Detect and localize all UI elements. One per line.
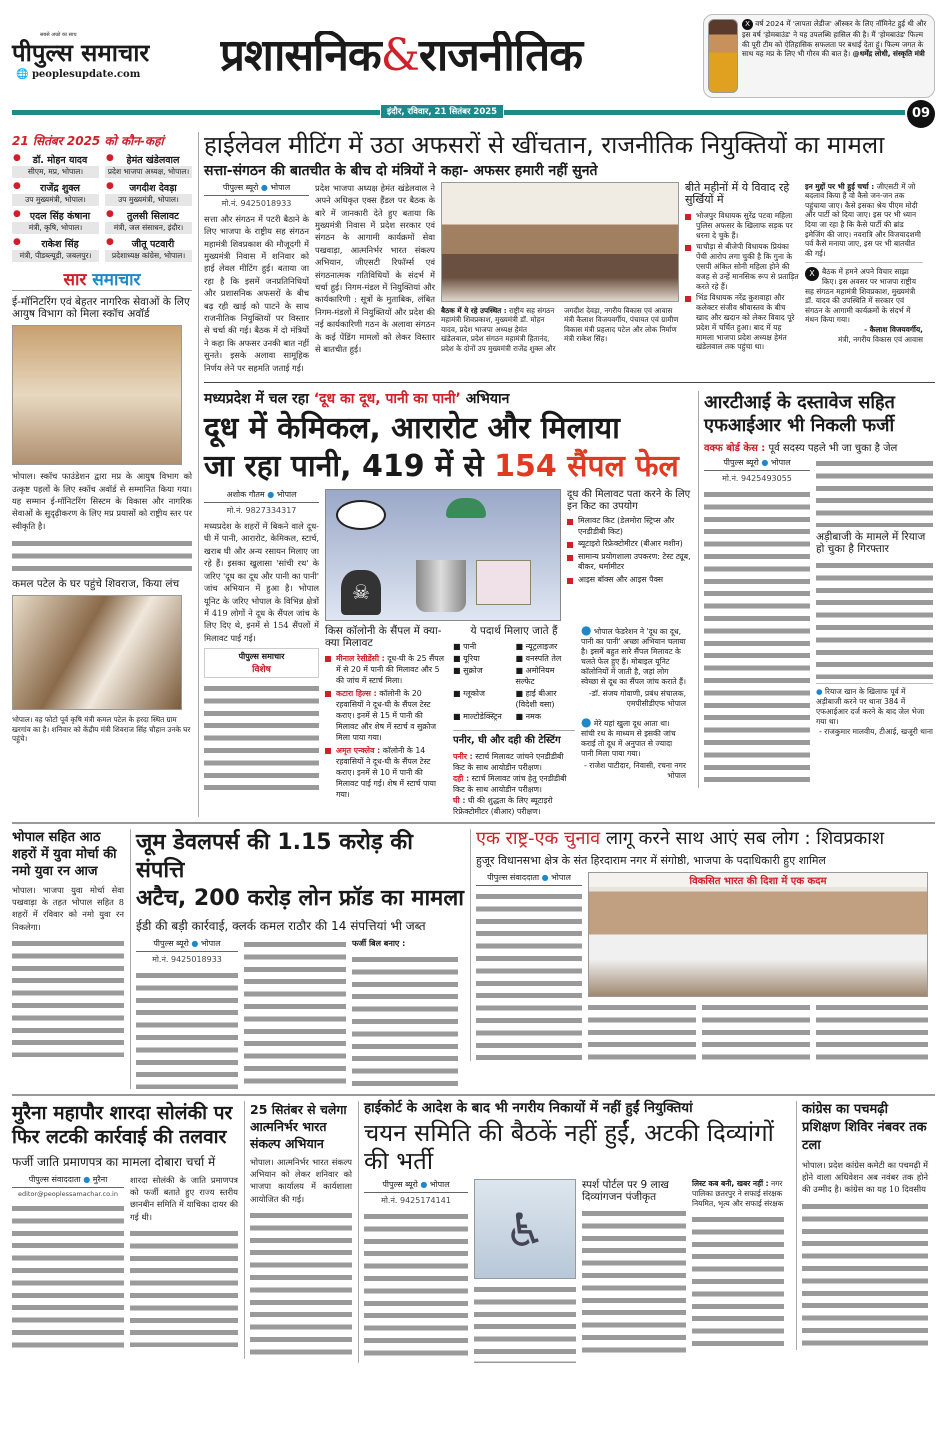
milk-story — [204, 391, 692, 817]
map-pin-icon: ● — [13, 181, 21, 191]
yuva-body: भोपाल। भाजपा युवा मोर्चा सेवा पखवाड़ा के तहत भोपाल सहित 8 शहरों में रविवार को नमो युवा रन निकलेगा। — [12, 884, 124, 932]
colony-title: किस कॉलोनी के सैंपल में क्या-क्या मिलावट — [325, 625, 442, 650]
substance-item: ■ पानी — [453, 642, 477, 652]
abhiyan-story — [244, 1101, 352, 1360]
substance-item: ■ यूरिया — [453, 654, 480, 664]
rti-col1-wrap — [704, 457, 810, 788]
morena-headline: मुरैना महापौर शारदा सोलंकी पर फिर लटकी कार्रवाई की तलवार — [12, 1101, 233, 1148]
rti-headline: आरटीआई के दस्तावेज सहित एफआईआर भी निकली फर्जी — [704, 391, 895, 436]
byline-name: पीपुल्स ब्यूरो — [153, 938, 189, 948]
rti-col2b — [816, 559, 933, 679]
byline-mobile: मो.नं. 9425018933 — [152, 954, 222, 964]
substance-text: सुक्रोज — [463, 666, 483, 676]
byline-place: भोपाल — [276, 490, 297, 500]
person-name-text: राकेश सिंह — [41, 239, 79, 250]
kit-item: मिलावट किट (डेलमोरा स्ट्रिप्स और एनडीडीबी किट) — [567, 516, 692, 537]
byline-name: अशोक गौतम — [226, 490, 265, 500]
band-b — [12, 829, 935, 1089]
rti-byline: पीपुल्स ब्यूरो ● भोपाल मो.नं. 9425493055 — [704, 457, 810, 484]
yuva-headline: भोपाल सहित आठ शहरों में युवा मोर्चा की नमो युवा रन आज — [12, 829, 117, 879]
masthead — [12, 0, 935, 98]
congress-body-more — [802, 1200, 928, 1350]
substance-item: ■ अमोनियम सल्फेट — [515, 666, 555, 687]
person-name-text: तुलसी सिलावट — [127, 211, 179, 222]
x-icon: X — [742, 19, 753, 30]
substance-item: ■ न्यूट्रलाइजर — [515, 642, 558, 652]
morena-body-text: शारदा सोलंकी के जाति प्रमाणपत्र को फर्जी बताते हुए राज्य स्तरीय छानबीन समिति में याचिका दायर की गई थी। — [130, 1174, 238, 1222]
zoom-col3-wrap — [352, 938, 458, 1088]
rti-col1 — [704, 488, 810, 788]
globe-icon: 🌐 — [16, 69, 29, 81]
rti-body — [704, 457, 934, 788]
substance-text: ग्लूकोज — [463, 689, 485, 699]
lead-col2: प्रदेश भाजपा अध्यक्ष हेमंत खंडेलवाल ने अपने अधिकृत एक्स हैंडल पर बैठक के बारे में जानकारी देते हुए बताया कि मुख्यमंत्री निवास में प्रदेश सरकार एवं संगठन के आगामी कार्यक्रमों सेवा पखवाड़ा, आत्मनिर्भर भारत संकल्प अभियान, जीएसटी रिफॉर्म्स एवं संगठनात्मक गतिविधियों के संदर्भ में चर्चा हुई। निगम-मंडल में नियुक्तियां और कार्यकारिणी : सूत्रों के मुताबिक, लंबित निगम-मंडलों में नियुक्तियों और प्रदेश की नई कार्यकारिणी गठन के अलावा संगठन के कई पेंडिंग मामलों को लेकर विस्तार से बातचीत हुई। — [315, 182, 435, 354]
milk-quote-1 — [581, 625, 686, 709]
nation-photo-wrap — [588, 872, 928, 1061]
quote-mark-icon: ● — [581, 623, 592, 638]
byline-name: पीपुल्स ब्यूरो — [222, 182, 259, 192]
lead-headline: हाईलेवल मीटिंग में उठा अफसरों से खींचतान, राजनीतिक नियुक्तियों का मामला — [204, 131, 885, 159]
person-name-text: एदल सिंह कंषाना — [29, 211, 91, 222]
byline-mobile: मो.नं. 9425018933 — [221, 198, 292, 208]
logo-tagline: सबसे अच्छे का साथ — [40, 31, 77, 38]
testing-text: घी की शुद्धता के लिए ब्यूटाइरो रिफ्रेक्टोमीटर (बीआर) परीक्षण। — [453, 795, 553, 816]
person-role: सीएम, मप्र, भोपाल। — [12, 166, 99, 178]
person-name-text: जीतू पटवारी — [131, 239, 175, 250]
testing-name: घी : — [453, 795, 466, 805]
quote-mark-icon: ● — [581, 715, 592, 730]
zoom-col3 — [352, 953, 458, 1088]
header-rule-bar — [12, 100, 935, 128]
colony-text: कॉलोनी के 14 रहवासियों ने दूध-घी के सैंपल टेस्ट कराए। इनमें से 10 में पानी की मिलावट पाई गई। शेष में स्टार्च पाया गया। — [336, 746, 436, 800]
kit-title: दूध की मिलावट पता करने के लिए इन किट का उपयोग — [567, 489, 691, 512]
person-name — [12, 209, 99, 222]
nation-byline: पीपुल्स संवाददाता ● भोपाल — [476, 872, 582, 886]
wheelchair-illustration — [474, 1179, 576, 1279]
x-author: - कैलाश विजयवर्गीय, — [864, 325, 923, 334]
milk-right — [325, 489, 692, 817]
milk-headline-2a: जा रहा पानी, 419 में से — [204, 449, 484, 485]
zoom-lead: फर्जी बिल बनाए : — [352, 938, 406, 948]
x-author-role: मंत्री, नगरीय विकास एवं आवास — [837, 334, 923, 344]
rti-col2 — [816, 457, 933, 737]
person-name — [12, 237, 99, 250]
substance-item: ■ वनस्पति तेल — [515, 654, 562, 664]
morena-story — [12, 1101, 238, 1352]
seminar-photo — [588, 872, 928, 997]
lead-byline: पीपुल्स ब्यूरो ● भोपाल मो.नं. 9425018933 — [204, 182, 309, 209]
rti-box — [816, 683, 933, 737]
meeting-photo — [441, 182, 679, 302]
disputes-box — [685, 182, 799, 354]
person-name — [12, 153, 99, 166]
zoom-col1 — [136, 969, 238, 1089]
divyang-headline: चयन समिति की बैठकें नहीं हुईं, अटकी दिव्यांगों की भर्ती — [364, 1119, 774, 1175]
who-where — [12, 132, 192, 262]
colony-item — [325, 745, 447, 800]
person-entry — [105, 209, 192, 234]
byline-place: भोपाल — [270, 182, 291, 192]
section-title-amp: & — [380, 30, 419, 81]
rti-col2a — [816, 457, 933, 527]
rti-box-author: - राजकुमार मालवीय, टीआई, खजूरी थाना — [819, 727, 933, 737]
kit-item: सामान्य प्रयोगशाला उपकरण: टेस्ट ट्यूब, बीकर, थर्मामीटर — [567, 552, 692, 573]
right-area — [198, 132, 935, 817]
disputes-title: बीते महीनों में ये विवाद रहे सुर्खियों में — [685, 180, 790, 207]
lead-photo-wrap — [441, 182, 679, 354]
byline-place: भोपाल — [429, 1180, 450, 1190]
bucket-icon — [416, 560, 466, 612]
nation-story — [470, 829, 929, 1062]
congress-headline: कांग्रेस का पचमढ़ी प्रशिक्षण शिविर नंबवर तक टला — [802, 1101, 927, 1153]
saar-title-b: समाचार — [92, 270, 141, 290]
congress-story — [796, 1101, 928, 1350]
milk-kicker-b: अभियान — [465, 390, 510, 407]
kit-item: आइस बॉक्स और आइस पैक्स — [567, 575, 692, 586]
substances-title: ये पदार्थ मिलाए जाते हैं — [470, 625, 558, 638]
section-title-a: प्रशासनिक — [220, 30, 381, 81]
issues — [805, 182, 923, 259]
colony-text: कॉलोनी के 20 रहवासियों ने दूध-घी के सैंपल टेस्ट कराए। इनमें से 15 में पानी की मिलावट और शेष में स्टार्च व सुक्रोज मिला पाया गया। — [336, 689, 437, 743]
dispute-item: चाचौड़ा से बीजेपी विधायक प्रियंका पेंची आरोप लगा चुकी है कि गुना के एसपी अंकित सोनी महिला होने की वजह से उन्हें मानसिक रूप से प्रताड़ित करते रहे हैं। — [685, 242, 799, 291]
morena-col2-more — [130, 1227, 238, 1347]
milk-body-row — [204, 489, 692, 817]
testing-text: स्टार्च मिलावट जांच हेतु एनडीडीबी किट के साथ आयोडीन परीक्षण। — [453, 773, 567, 794]
byline-name: पीपुल्स ब्यूरो — [382, 1180, 418, 1190]
colony-name: मीनाल रेसीडेंसी : — [336, 654, 385, 664]
substances-box — [453, 625, 575, 817]
person-entry — [12, 153, 99, 178]
nation-col1 — [476, 890, 582, 1060]
divyang-side-title: स्पर्श पोर्टल पर 9 लाख दिव्यांगजन पंजीकृत — [582, 1179, 669, 1204]
person-role: मंत्री, पीडब्ल्यूडी, जबलपुर। — [12, 250, 99, 262]
byline-name: पीपुल्स संवाददाता — [28, 1174, 81, 1184]
testing-title: पनीर, घी और दही की टेस्टिंग — [453, 730, 575, 747]
rti-subhead — [704, 440, 934, 454]
lead-body — [204, 182, 935, 374]
issues-text: जीएसटी में जो बदलाव किया है वो कैसे जन-जन तक पहुंचाया जाए। कैसे इसका श्रेय पीएम मोदी और पार्टी को दिया जाए। इस पर भी ध्यान दिया जा रहा है कि कैसे पार्टी की ब्रांड इमेजिंग की जाए। नवरात्रि और विजयादशमी पर्व कैसे मनाया जाए, इस पर भी बातचीत की गई। — [805, 181, 921, 258]
website-text: peoplesupdate.com — [31, 69, 141, 81]
divyang-col1 — [364, 1210, 468, 1360]
zoom-byline: पीपुल्स ब्यूरो ● भोपाल मो.नं. 9425018933 — [136, 938, 238, 965]
zoom-body — [136, 938, 464, 1089]
person-name-text: हेमंत खंडेलवाल — [126, 155, 180, 166]
saar-story2-headline: कमल पटेल के घर पहुंचे शिवराज, किया लंच — [12, 578, 180, 591]
quote-box — [703, 14, 935, 98]
colony-item — [325, 688, 447, 743]
byline-name: पीपुल्स संवाददाता — [487, 873, 540, 883]
map-pin-icon: ● — [106, 181, 114, 191]
seminar-banner: विकसित भारत की दिशा में एक कदम — [589, 873, 927, 887]
morena-col2 — [130, 1174, 238, 1348]
caption-lead: बैठक में ये रहे उपस्थित : — [441, 305, 507, 315]
colony-name: कटारा हिल्स : — [336, 689, 377, 699]
logo — [12, 32, 210, 81]
person-name — [105, 181, 192, 194]
person-name-text: जगदीश देवड़ा — [129, 183, 177, 194]
milk-headline — [204, 410, 692, 486]
person-role: प्रदेशाध्यक्ष कांग्रेस, भोपाल। — [105, 250, 192, 262]
substance-text: अमोनियम सल्फेट — [515, 666, 555, 687]
substance-text: हाई बीआर (विदेशी वसा) — [515, 689, 557, 710]
person-name — [105, 209, 192, 222]
map-pin-icon: ● — [106, 209, 114, 219]
milk-quote-2 — [581, 717, 686, 781]
divyang-kicker: हाईकोर्ट के आदेश के बाद भी नगरीय निकायों में नहीं हुईं नियुक्तियां — [364, 1099, 693, 1116]
person-role: उप मुख्यमंत्री, भोपाल। — [12, 194, 99, 206]
band-c — [12, 1101, 935, 1364]
quote1-author: -डॉ. संजय गोवाणी, प्रबंध संचालक, एमपीसीडीएफ भोपाल — [589, 689, 686, 709]
person-entry — [105, 237, 192, 262]
quote-author: @धर्मेंद्र लोधी, संस्कृति मंत्री — [852, 49, 925, 58]
nation-col1-wrap — [476, 872, 582, 1060]
saar-body-more — [12, 537, 192, 573]
dispute-item: भिंड विधायक नरेंद्र कुशवाहा और कलेक्टर संजीव श्रीवास्तव के बीच खाद और खदान को लेकर विवाद पूरे प्रदेश में चर्चित हुआ। बाद में यह मामला भाजपा प्रदेश अध्यक्ष हेमंत खंडेलवाल तक पहुंचा था। — [685, 293, 799, 352]
divyang-byline: पीपुल्स ब्यूरो ● भोपाल मो.नं. 9425174141 — [364, 1179, 468, 1206]
substance-text: माल्टोडेक्स्ट्रिन — [463, 712, 502, 722]
byline-mobile: मो.नं. 9425174141 — [381, 1196, 451, 1206]
x-quote-text: बैठक में हमने अपने विचार साझा किए। इस अवसर पर भाजपा राष्ट्रीय सह संगठन महामंत्री शिवप्रकाश, मुख्यमंत्री डॉ. यादव की उपस्थिति में सरकार एवं संगठन के आगामी कार्यक्रमों के संदर्भ में मंथन किया गया। — [805, 267, 917, 325]
byline-email: editor@peoplessamachar.co.in — [18, 1189, 118, 1198]
lead-subhead: सत्ता-संगठन की बातचीत के बीच दो मंत्रियों ने कहा- अफसर हमारी नहीं सुनते — [204, 162, 598, 179]
man-icon — [446, 498, 486, 518]
abhiyan-body: भोपाल। आत्मनिर्भर भारत संकल्प अभियान को लेकर शनिवार को भाजपा कार्यालय में कार्यशाला आयोजित की गई। — [250, 1156, 352, 1204]
divyang-col2-wrap — [474, 1179, 576, 1363]
saar-title-a: सार — [63, 270, 87, 290]
substance-item: ■ ग्लूकोज — [453, 689, 485, 699]
yuva-body-more — [12, 937, 124, 1057]
nation-body — [476, 872, 929, 1061]
person-name-text: डॉ. मोहन यादव — [32, 155, 88, 166]
nation-lower-cols — [588, 1001, 928, 1061]
divyang-col3 — [582, 1207, 686, 1357]
byline-place: मुरैना — [92, 1174, 108, 1184]
person-name — [12, 181, 99, 194]
section-title-b: राजनीतिक — [418, 30, 583, 81]
person-entry — [12, 237, 99, 262]
morena-col1 — [12, 1202, 124, 1352]
byline-place: भोपाल — [770, 457, 791, 467]
nation-col4 — [816, 1001, 928, 1061]
divyang-col4 — [692, 1179, 784, 1353]
milk-cartoon — [325, 489, 561, 621]
morena-col1-wrap — [12, 1174, 124, 1352]
testing-item — [453, 795, 575, 817]
divyang-col3-wrap — [582, 1179, 686, 1357]
quote-mark-icon: ● — [816, 687, 823, 697]
shivraj-photo — [12, 595, 182, 710]
substance-item: ■ हाई बीआर (विदेशी वसा) — [515, 689, 557, 710]
zoom-subhead: ईडी की बड़ी कार्रवाई, क्लर्क कमल राठौर की 14 संपत्तियां भी जब्त — [136, 918, 426, 933]
zoom-headline-2: अटैच, 200 करोड़ लोन फ्रॉड का मामला — [136, 885, 464, 911]
milk-lists-row — [325, 625, 692, 817]
dispute-item: भोजपुर विधायक सुरेंद्र पटवा महिला पुलिस अफसर के खिलाफ सड़क पर धरना दे चुके हैं। — [685, 211, 799, 240]
zoom-col2 — [244, 938, 346, 1088]
milk-kicker — [204, 391, 692, 407]
zoom-headline-1: जूम डेवलपर्स की 1.15 करोड़ की संपत्ति — [136, 829, 413, 883]
divyang-story — [358, 1101, 790, 1364]
who-where-title: 21 सितंबर 2025 को कौन-कहां — [12, 134, 164, 148]
testing-item — [453, 773, 575, 795]
x-icon: X — [805, 267, 819, 281]
award-photo — [12, 325, 182, 465]
lead-col1-wrap — [204, 182, 309, 374]
issues-lead: इन मुद्दों पर भी हुई चर्चा : — [805, 181, 875, 191]
section-title — [220, 31, 693, 82]
minister-photo — [708, 19, 738, 93]
saar-headline: ई-मॉनिटरिंग एवं बेहतर नागरिक सेवाओं के लिए आयुष विभाग को मिला स्कॉच अवॉर्ड — [12, 296, 190, 321]
special-badge — [204, 648, 319, 678]
wheelchair-icon: ♿ — [504, 1203, 546, 1258]
nation-headline-text: लागू करने साथ आएं सब लोग : शिवप्रकाश — [605, 827, 885, 849]
yuva-story — [12, 829, 124, 1058]
colony-item — [325, 653, 447, 686]
band-a — [12, 132, 935, 817]
abhiyan-headline: 25 सितंबर से चलेगा आत्मनिर्भर भारत संकल्प अभियान — [250, 1101, 347, 1151]
substance-item: ■ माल्टोडेक्स्ट्रिन — [453, 712, 502, 722]
website[interactable] — [16, 69, 210, 80]
byline-mobile: मो.नं. 9425493055 — [722, 473, 792, 483]
milk-kicker-red: ‘दूध का दूध, पानी का पानी’ — [313, 390, 461, 407]
divyang-body — [364, 1179, 790, 1363]
issues-col — [805, 182, 923, 345]
morena-subhead: फर्जी जाति प्रमाणपत्र का मामला दोबारा चर्चा में — [12, 1154, 216, 1169]
milk-headline-1: दूध में केमिकल, आरारोट और मिलाया — [204, 411, 620, 447]
person-role: मंत्री, कृषि, भोपाल। — [12, 222, 99, 234]
byline-mobile: मो.नं. 9827334317 — [226, 506, 297, 516]
meeting-caption — [441, 306, 679, 354]
divyang-col1-wrap — [364, 1179, 468, 1360]
colony-box — [325, 625, 447, 802]
divyang-col2 — [474, 1283, 576, 1363]
cow-icon — [336, 500, 386, 530]
divyang-lead2-text: नगर पालिका छतरपुर ने सफाई संरक्षक नियमित, भृत्य और सफाई संरक्षक — [692, 1179, 784, 1209]
milk-kicker-a: मध्यप्रदेश में चल रहा — [204, 390, 309, 407]
quote-text — [742, 19, 930, 59]
poison-bottle-icon: ☠ — [341, 570, 381, 615]
milk-quotes — [581, 625, 686, 781]
kit-box — [567, 489, 692, 587]
person-entry — [105, 153, 192, 178]
person-name-text: राजेंद्र शुक्ल — [40, 183, 80, 194]
person-name — [105, 153, 192, 166]
abhiyan-body-more — [250, 1209, 352, 1359]
kit-item: ब्यूटाइरो रिफ्रेक्टोमीटर (बीआर मशीन) — [567, 539, 692, 550]
substance-text: वनस्पति तेल — [525, 654, 562, 664]
special-logo: पीपुल्स समाचार — [238, 652, 285, 662]
quote2-text: मेरे यहां खुला दूध आता था। सांची रथ के माध्यम से इसकी जांच कराई तो दूध में अनुपात से ज्यादा पानी मिला पाया गया। — [581, 719, 676, 759]
saar-title — [12, 267, 192, 291]
substance-text: यूरिया — [463, 654, 480, 664]
map-pin-icon: ● — [106, 237, 114, 247]
testing-text: स्टार्च मिलावट जांचने एनडीडीबी किट के साथ आयोडीन परीक्षण। — [453, 751, 564, 772]
byline-place: भोपाल — [551, 873, 571, 883]
substance-item: ■ सुक्रोज — [453, 666, 483, 676]
substance-text: न्यूट्रलाइजर — [525, 642, 558, 652]
zoom-story — [130, 829, 464, 1089]
substance-text: पानी — [463, 642, 477, 652]
map-pin-icon: ● — [13, 237, 21, 247]
rti-box-text: रियाज खान के खिलाफ पूर्व में अड़ीबाजी करने पर थाना 384 में एफआईआर दर्ज करने के बाद जेल भेजा गया था। — [816, 687, 925, 727]
milk-headline-2b: 154 सैंपल फेल — [494, 449, 679, 485]
person-entry — [12, 209, 99, 234]
rti-subhead2: अड़ीबाजी के मामले में रियाज हो चुका है गिरफ्तार — [816, 530, 926, 556]
morena-byline: पीपुल्स संवाददाता ● मुरैना editor@peoplessamachar.co.in — [12, 1174, 124, 1198]
saar-body: भोपाल। स्कॉच फाउंडेशन द्वारा मप्र के आयुष विभाग को उत्कृष्ट पहलों के लिए स्कॉच अवॉर्ड से सम्मानित किया गया। यह सम्मान ई-मॉनिटरिंग सिस्टम के विकास और नागरिक सेवाओं के सुदृढ़ीकरण के लिए मप्र प्रयासों को राष्ट्रीय स्तर पर स्वीकृति है। — [12, 471, 192, 531]
substance-item: ■ नमक — [515, 712, 541, 722]
person-entry — [105, 181, 192, 206]
person-role: उप मुख्यमंत्री, भोपाल। — [105, 194, 192, 206]
person-role: मंत्री, जल संसाधन, इंदौर। — [105, 222, 192, 234]
testing-name: पनीर : — [453, 751, 473, 761]
saar-story2-caption: भोपाल। वह फोटो पूर्व कृषि मंत्री कमल पटेल के हरदा स्थित ग्राम खरगांव का है। शनिवार को केंद्रीय मंत्री शिवराज सिंह चौहान उनके घर पहुंचे। — [12, 715, 191, 744]
person-name — [105, 237, 192, 250]
substance-text: नमक — [525, 712, 541, 722]
map-pin-icon: ● — [13, 209, 21, 219]
nation-headline — [476, 829, 929, 850]
box-icon — [476, 560, 531, 605]
logo-text: पीपुल्स समाचार — [12, 38, 150, 67]
quote1-text: भोपाल फेडरेशन ने 'दूध का दूध, पानी का पानी' अच्छा अभियान चलाया है। इसमें बहुत सारे सैंपल मिलावट के चलते फेल हुए हैं। मोबाइल यूनिट कॉलोनियों में जाती है, जहां लोग स्वेच्छा से दूध का सैंपल जांच कराते हैं। — [581, 627, 686, 687]
quote-body: वर्ष 2024 में 'लापता लेडीज' ऑस्कर के लिए नॉमिनेट हुई थी और इस वर्ष 'होमबाउंड' ने यह उपलब्धि हासिल की है। मैं 'होमबाउंड' फिल्म की पूरी टीम को ऐतिहासिक सफलता पर बधाई देता हूं। फिल्म जगत के साथ यह मप्र के लिए भी गौरव की बात है। — [742, 19, 927, 58]
nation-col2 — [588, 1001, 696, 1061]
byline-place: भोपाल — [200, 938, 221, 948]
milk-body: मध्यप्रदेश के शहरों में बिकने वाले दूध-घी में पानी, आरारोट, केमिकल, स्टार्च, खराब घी और अन्य रसायन मिलाए जा रहे हैं। इसका खुलासा 'सांची रथ' के जरिए 'दूध का दूध और पानी का पानी' जांच अभियान में हुआ है। भोपाल यूनिट के जरिए भोपाल के विभिन्न क्षेत्रों में 419 लोगों ने दूध के सैंपल जांच के लिए दिए थे, इनमें से 154 सैंपलों में मिलावट पाई गई। — [204, 521, 319, 643]
milk-rti-row — [204, 391, 935, 817]
divyang-lead2: लिस्ट कब बनी, खबर नहीं : — [692, 1179, 769, 1189]
person-role: प्रदेश भाजपा अध्यक्ष, भोपाल। — [105, 166, 192, 178]
colony-name: अमृत एन्क्लेव : — [336, 746, 381, 756]
dateline: इंदौर, रविवार, 21 सितंबर 2025 — [380, 104, 504, 119]
left-column — [12, 132, 192, 744]
caption-text: राष्ट्रीय सह संगठन महामंत्री शिवप्रकाश, मुख्यमंत्री डॉ. मोहन यादव, प्रदेश भाजपा अध्यक्ष हेमंत खंडेलवाल, प्रदेश संगठन महामंत्री हितानंद, प्रदेश के दोनों उप मुख्यमंत्री राजेंद्र शुक्ल और जगदीश देवड़ा, नगरीय विकास एवं आवास मंत्री कैलाश विजयवर्गीय, पंचायत एवं ग्रामीण विकास मंत्री प्रहलाद पटेल और लोक निर्माण मंत्री राकेश सिंह। — [441, 305, 679, 354]
rti-sub: पूर्व सदस्य पहले भी जा चुका है जेल — [768, 442, 898, 454]
lead-col1: सत्ता और संगठन में पटरी बैठाने के लिए भाजपा के राष्ट्रीय सह संगठन महामंत्री शिवप्रकाश की मौजूदगी में मुख्यमंत्री निवास में शनिवार को हाई लेवल मीटिंग हुई। बताया जा रहा है कि इसमें जनप्रतिनिधियों और प्रशासनिक अफसरों के बीच बढ़ रही खाई को पाटने के साथ राजनीतिक नियुक्तियों पर विस्तार से चर्चा की गई। बैठक में दो मंत्रियों ने कहा कि अफसर उनकी बात नहीं सुनते। इसके अलावा सामूहिक निर्णय लेने पर सहमति जताई गई। — [204, 213, 309, 373]
divyang-col4-more — [692, 1213, 784, 1353]
rti-sub-red: वक्फ बोर्ड केस : — [704, 442, 766, 454]
map-pin-icon: ● — [106, 153, 114, 163]
x-quote — [805, 262, 923, 344]
zoom-headline — [136, 829, 464, 913]
page-number: 09 — [907, 100, 935, 128]
nation-col3 — [702, 1001, 810, 1061]
nation-headline-red: एक राष्ट्र-एक चुनाव — [476, 827, 601, 849]
rti-story — [698, 391, 934, 788]
milk-body-more — [204, 682, 319, 792]
milk-cartoon-row — [325, 489, 692, 621]
congress-body: भोपाल। प्रदेश कांग्रेस कमेटी का पचमढ़ी में होने वाला अधिवेशन अब नवंबर तक होने की उम्मीद है। कांग्रेस का यह 10 दिवसीय — [802, 1159, 928, 1195]
milk-left-col — [204, 489, 319, 792]
milk-byline: अशोक गौतम ● भोपाल मो.नं. 9827334317 — [204, 489, 319, 516]
nation-subhead: हुजूर विधानसभा क्षेत्र के संत हिरदाराम नगर में संगोष्ठी, भाजपा के पदाधिकारी हुए शामिल — [476, 854, 826, 868]
special-label: विशेष — [252, 665, 271, 676]
morena-body — [12, 1174, 238, 1352]
map-pin-icon: ● — [13, 153, 21, 163]
testing-item — [453, 751, 575, 773]
byline-name: पीपुल्स ब्यूरो — [723, 457, 759, 467]
person-entry — [12, 181, 99, 206]
testing-name: दही : — [453, 773, 470, 783]
quote2-author: - राजेश पाटीदार, निवासी, रचना नगर भोपाल — [584, 761, 686, 781]
colony-text: दूध-घी के 25 सैंपल में से 20 में पानी की मिलावट और 5 की जांच में स्टार्च मिला। — [336, 654, 445, 686]
zoom-col1-wrap — [136, 938, 238, 1089]
